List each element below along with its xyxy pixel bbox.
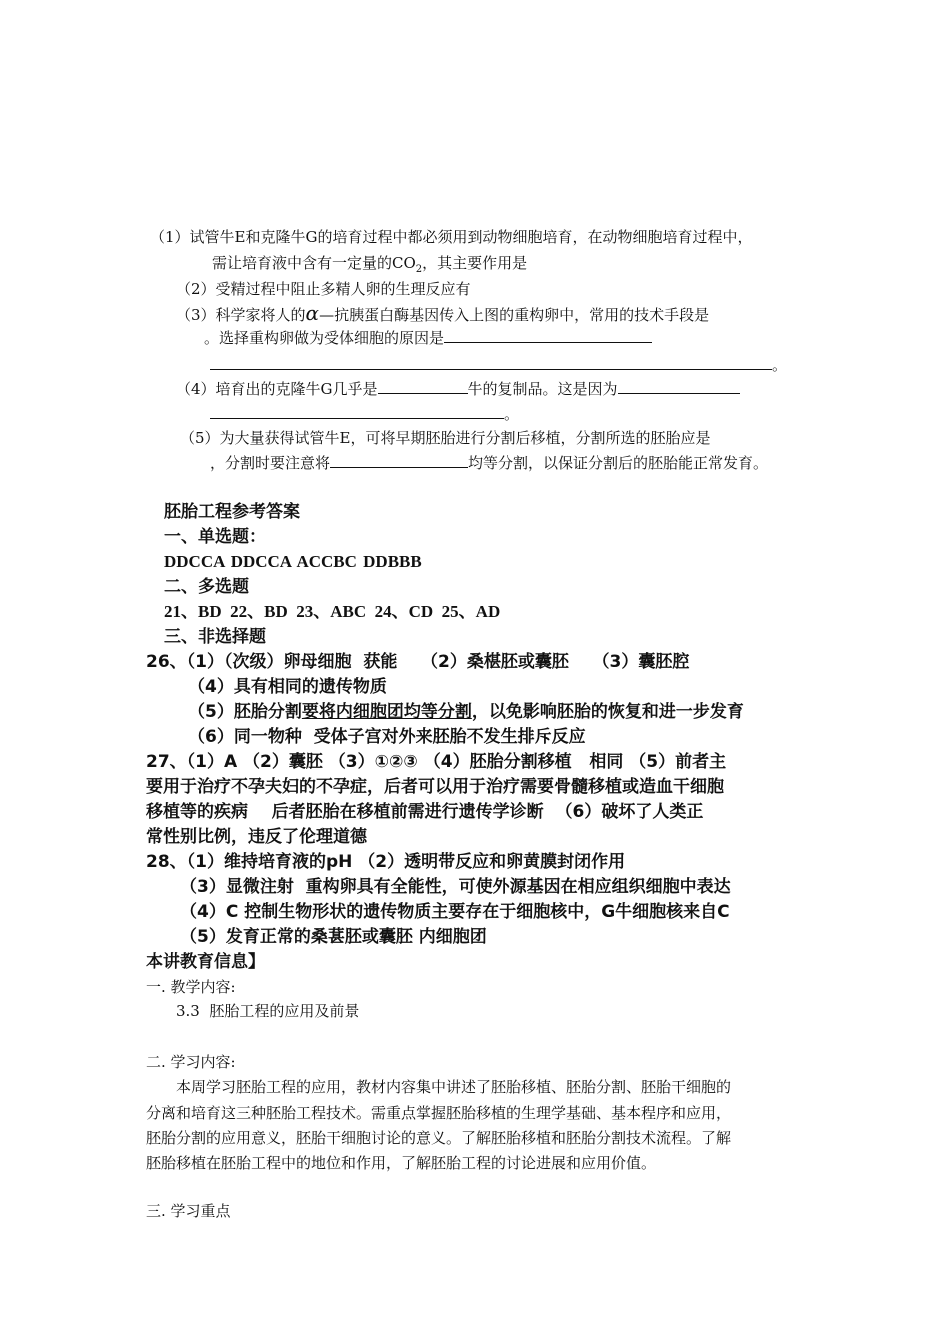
- info-heading-2: 二. 学习内容:: [146, 1053, 236, 1071]
- info-paragraph-line-4: 胚胎移植在胚胎工程中的地位和作用，了解胚胎工程的讨论进展和应用价值。: [146, 1154, 657, 1172]
- answer-28-line-4: （5）发育正常的桑葚胚或囊胚 内细胞团: [180, 927, 487, 947]
- period: 。: [504, 405, 520, 423]
- answer-26-line-3: [188, 701, 744, 723]
- info-paragraph-line-3: 胚胎分割的应用意义，胚胎干细胞讨论的意义。了解胚胎移植和胚胎分割技术流程。了解: [146, 1129, 732, 1147]
- section-1-answers: DDCCA DDCCA ACCBC DDBBB: [164, 552, 422, 571]
- period: 。: [772, 356, 788, 374]
- info-title: 本讲教育信息】: [146, 952, 265, 972]
- answer-27-line-4: 常性别比例，违反了伦理道德: [146, 827, 367, 847]
- section-2-answers: 21、BD 22、BD 23、ABC 24、CD 25、AD: [164, 602, 501, 621]
- question-3-line-3: [210, 355, 787, 375]
- question-5-text: ，分割时要注意将: [210, 454, 331, 472]
- answer-blank[interactable]: [378, 379, 468, 394]
- answer-blank[interactable]: [210, 404, 504, 419]
- question-5-text-end: 均等分割，以保证分割后的胚胎能正常发育。: [468, 454, 769, 472]
- question-3-text: （3）科学家将人的: [176, 306, 306, 324]
- answer-27-line-1: 27、（1）A （2）囊胚 （3）①②③ （4）胚胎分割移植 相同 （5）前者主: [146, 752, 727, 772]
- info-heading-3: 三. 学习重点: [146, 1202, 231, 1220]
- section-1-heading: 一、单选题：: [164, 527, 266, 547]
- answer-blank[interactable]: [618, 379, 740, 394]
- answer-26-line-2: （4）具有相同的遗传物质: [188, 677, 387, 697]
- info-paragraph-line-1: 本周学习胚胎工程的应用，教材内容集中讲述了胚胎移植、胚胎分割、胚胎干细胞的: [176, 1078, 732, 1096]
- question-4-text: （4）培育出的克隆牛G几乎是: [176, 380, 378, 398]
- question-1-text: 需让培育液中含有一定量的CO: [212, 254, 416, 272]
- question-3-line-1: [176, 303, 709, 325]
- answer-blank[interactable]: [210, 355, 772, 370]
- info-content-1: 3.3 胚胎工程的应用及前景: [176, 1002, 360, 1020]
- alpha-symbol: α: [305, 301, 320, 325]
- answer-28-line-2: （3）显微注射 重构卵具有全能性，可使外源基因在相应组织细胞中表达: [180, 877, 731, 897]
- question-3-text-end: —抗胰蛋白酶基因传入上图的重构卵中，常用的技术手段是: [319, 306, 710, 324]
- section-3-heading: 三、非选择题: [164, 627, 266, 647]
- question-1-line-1: （1）试管牛E和克隆牛G的培育过程中都必须用到动物细胞培育，在动物细胞培育过程中，: [150, 228, 753, 246]
- answer-28-line-1: 28、（1）维持培育液的pH （2）透明带反应和卵黄膜封闭作用: [146, 852, 626, 872]
- answer-28-line-3: （4）C 控制生物形状的遗传物质主要存在于细胞核中，G牛细胞核来自C: [180, 902, 730, 922]
- answer-26-underlined: 要将内细胞团均等分割: [301, 702, 472, 722]
- answer-27-line-2: 要用于治疗不孕夫妇的不孕症，后者可以用于治疗需要骨髓移植或造血干细胞: [146, 777, 724, 797]
- info-paragraph-line-2: 分离和培育这三种胚胎工程技术。需重点掌握胚胎移植的生理学基础、基本程序和应用，: [146, 1104, 732, 1122]
- question-4-text-mid: 牛的复制品。这是因为: [467, 380, 618, 398]
- question-5-line-1: （5）为大量获得试管牛E，可将早期胚胎进行分割后移植，分割所选的胚胎应是: [180, 429, 711, 447]
- question-5-line-2: [210, 453, 768, 473]
- subscript-2: 2: [415, 264, 423, 275]
- question-1-text-end: ，其主要作用是: [422, 254, 528, 272]
- question-2: （2）受精过程中阻止多精人卵的生理反应有: [176, 280, 471, 298]
- answer-blank[interactable]: [330, 453, 468, 468]
- question-3-line-2: [204, 328, 652, 348]
- question-1-line-2: [212, 253, 527, 280]
- answers-title: 胚胎工程参考答案: [164, 502, 300, 522]
- answer-26-line-1: 26、（1）（次级）卵母细胞 获能 （2）桑椹胚或囊胚 （3）囊胚腔: [146, 652, 690, 672]
- answer-27-line-3: 移植等的疾病 后者胚胎在移植前需进行遗传学诊断 （6）破坏了人类正: [146, 802, 704, 822]
- answer-blank[interactable]: [444, 328, 652, 343]
- answer-26-text: （5）胚胎分割: [188, 702, 302, 722]
- question-3-reason: 。选择重构卵做为受体细胞的原因是: [204, 329, 445, 347]
- answer-26-text-end: ，以免影响胚胎的恢复和进一步发育: [471, 702, 744, 722]
- info-heading-1: 一. 教学内容:: [146, 978, 236, 996]
- question-4-line-2: [210, 404, 519, 424]
- answer-26-line-4: （6）同一物种 受体子宫对外来胚胎不发生排斥反应: [188, 727, 586, 747]
- question-4-line-1: [176, 379, 740, 399]
- section-2-heading: 二、多选题: [164, 577, 249, 597]
